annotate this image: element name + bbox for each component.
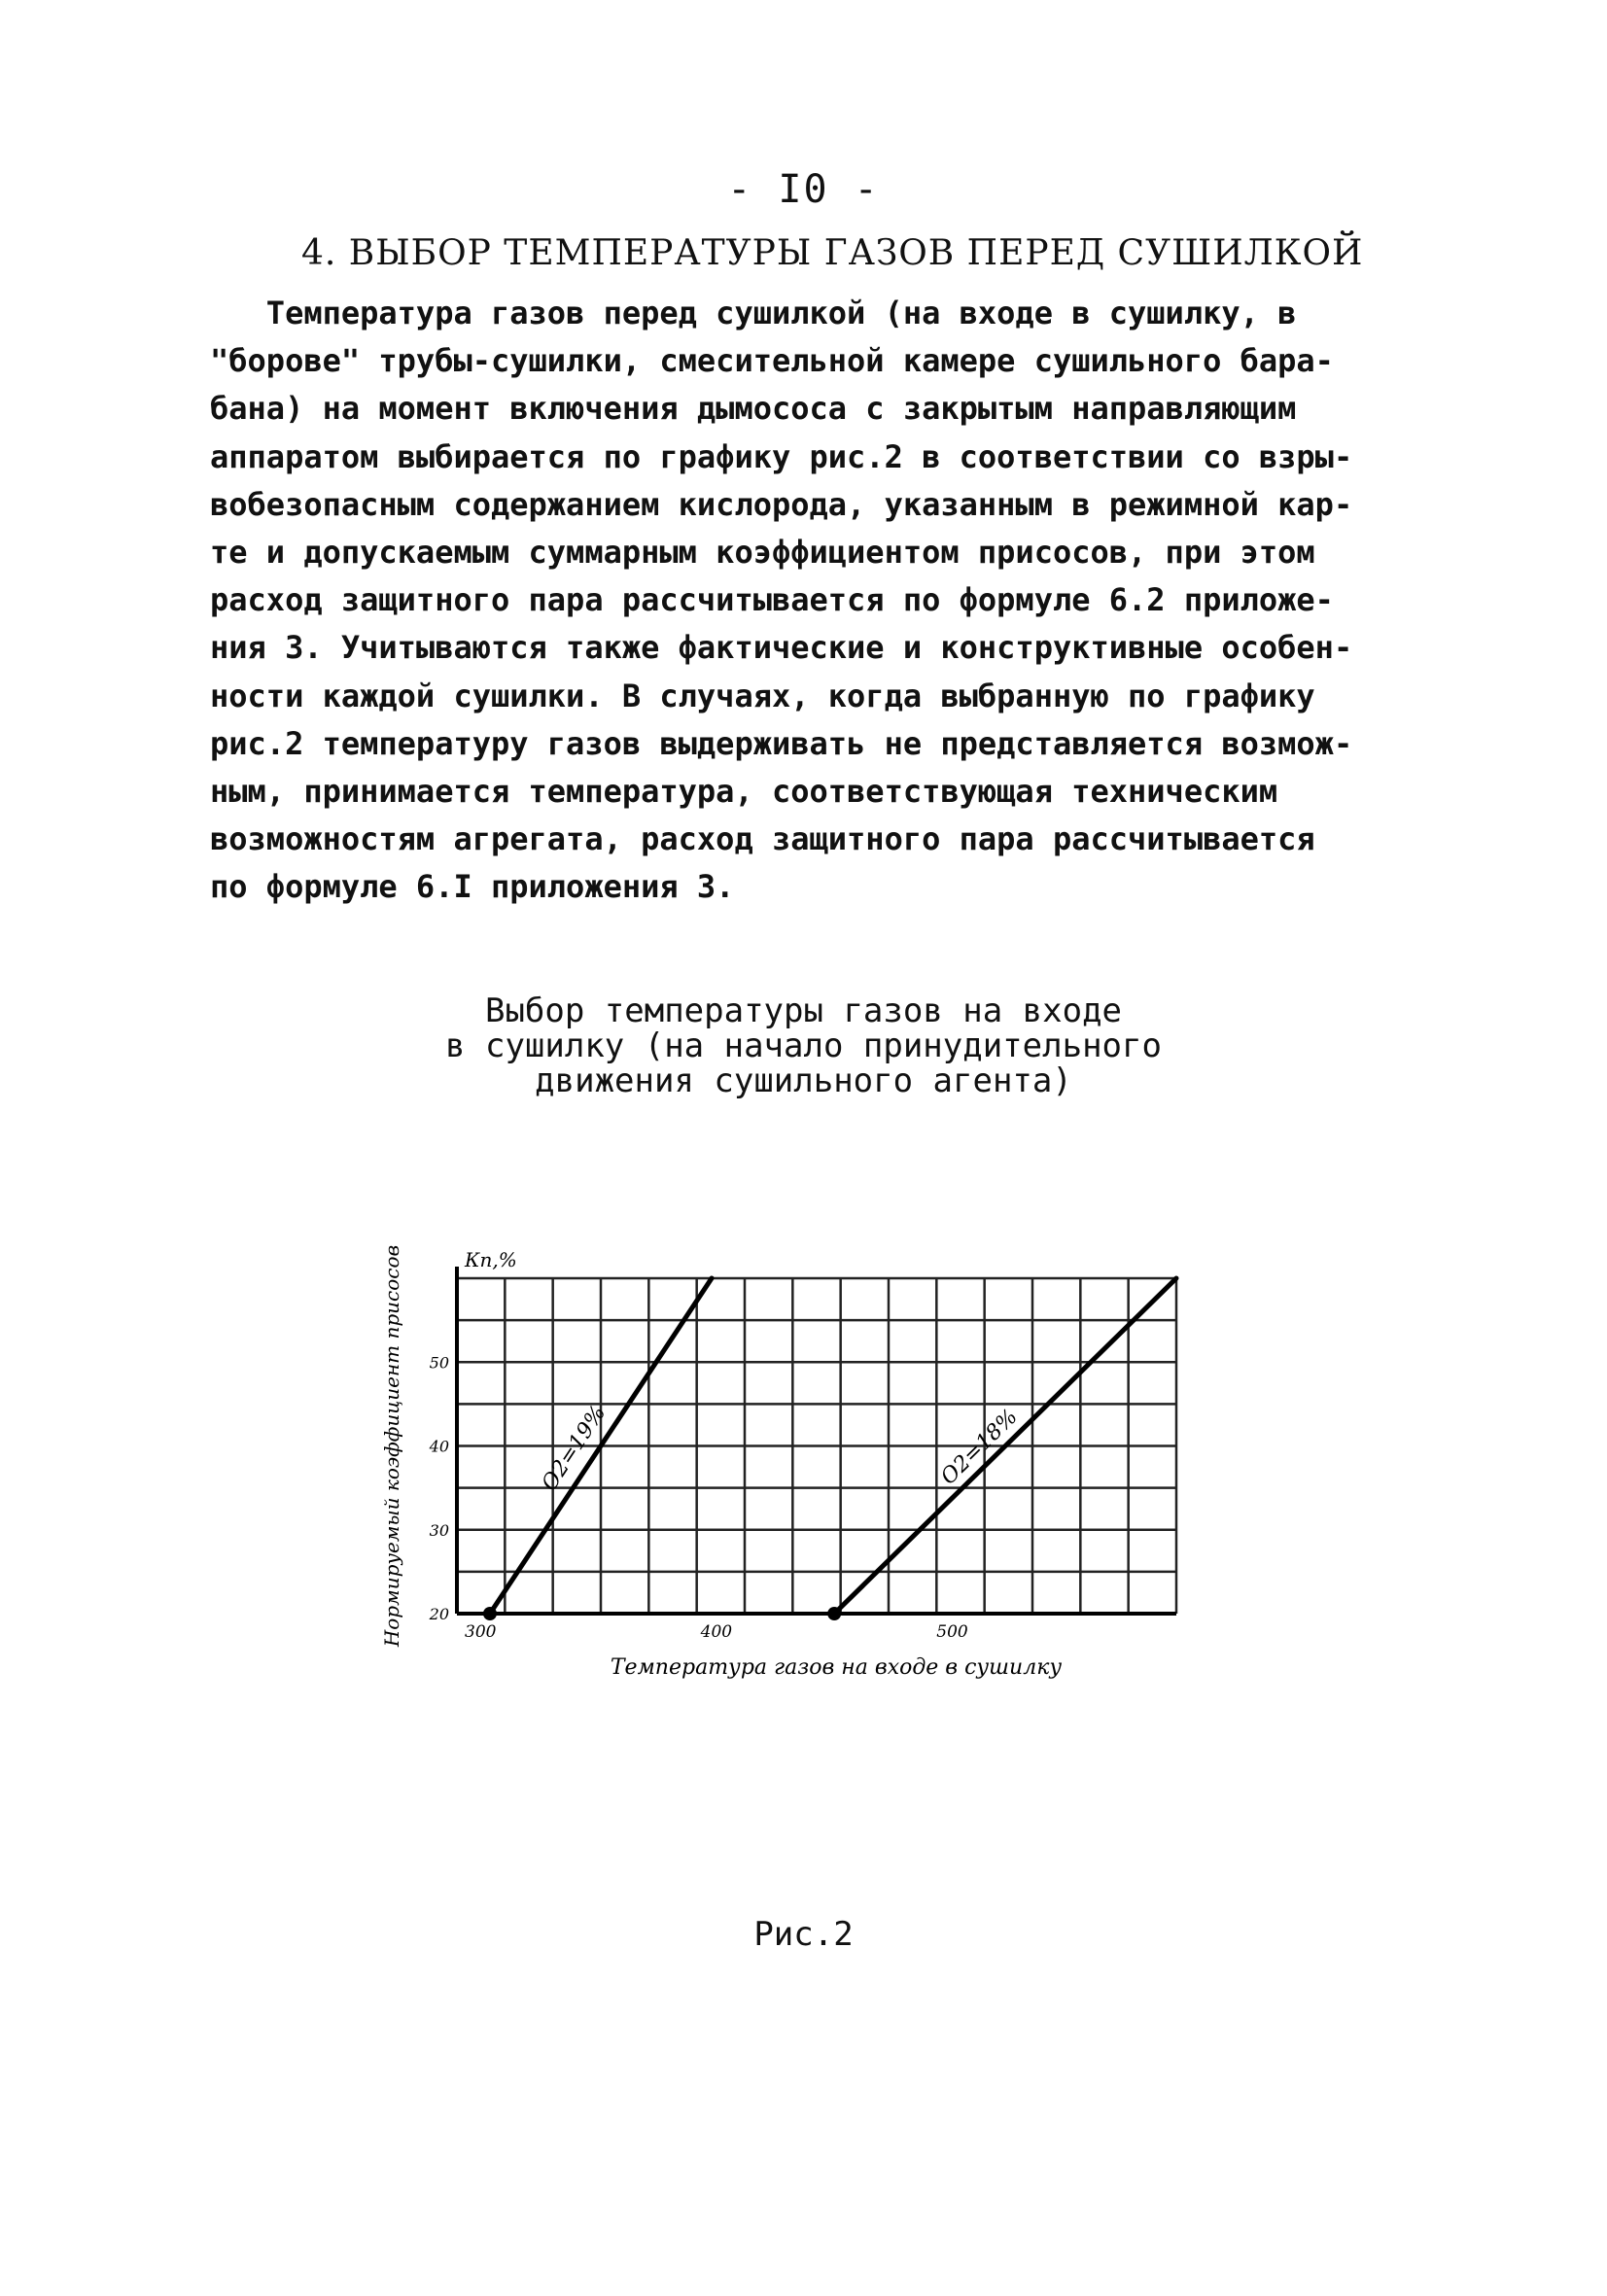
- paragraph-line: по формуле 6.I приложения 3.: [210, 868, 735, 906]
- chart-container: [360, 1244, 1196, 1701]
- x-tick-label: 500: [936, 1622, 968, 1642]
- paragraph-line: рис.2 температуру газов выдерживать не представляется возмож-: [210, 724, 1353, 762]
- x-tick-label: 400: [700, 1622, 733, 1642]
- paragraph-line: "борове" трубы-сушилки, смесительной камере сушильного бара-: [210, 342, 1334, 380]
- figure-caption-line: Выбор температуры газов на входе: [484, 991, 1123, 1030]
- y-tick-label: 30: [429, 1520, 449, 1540]
- x-axis-label: Температура газов на входе в сушилку: [610, 1655, 1063, 1680]
- y-tick-label: 50: [429, 1353, 449, 1373]
- paragraph-line: ности каждой сушилки. В случаях, когда выбранную по графику: [210, 677, 1315, 714]
- paragraph-line: те и допускаемым суммарным коэффициентом присосов, при этом: [210, 534, 1315, 572]
- figure-caption: [0, 993, 1607, 1098]
- page-number: - I0 -: [727, 167, 880, 212]
- paragraph-line: Температура газов перед сушилкой (на входе в сушилку, в: [210, 295, 1297, 331]
- body-paragraph: [210, 290, 1415, 912]
- series-label: O2=18%: [936, 1405, 1023, 1490]
- series-start-marker: [827, 1607, 841, 1620]
- paragraph-line: ным, принимается температура, соответствующая техническим: [210, 773, 1278, 811]
- figure-label: Рис.2: [753, 1915, 854, 1954]
- series-label: O2=19%: [537, 1401, 611, 1496]
- x-tick-label: 300: [465, 1622, 497, 1642]
- section-heading: 4. ВЫБОР ТЕМПЕРАТУРЫ ГАЗОВ ПЕРЕД СУШИЛКОЙ: [301, 233, 1364, 273]
- paragraph-line: расход защитного пара рассчитывается по формуле 6.2 приложе-: [210, 581, 1334, 619]
- series-start-marker: [483, 1607, 497, 1620]
- figure-caption-line: движения сушильного агента): [535, 1061, 1072, 1100]
- y-tick-label: 20: [429, 1605, 449, 1623]
- paragraph-line: ния 3. Учитываются также фактические и конструктивные особен-: [210, 629, 1353, 667]
- temperature-chart: [360, 1244, 1196, 1701]
- paragraph-line: вобезопасным содержанием кислорода, указанным в режимной кар-: [210, 485, 1353, 523]
- y-unit-label: Кп,%: [465, 1248, 517, 1271]
- paragraph-line: аппаратом выбирается по графику рис.2 в соответствии со взры-: [210, 437, 1353, 475]
- paragraph-line: возможностям агрегата, расход защитного пара рассчитывается: [210, 820, 1315, 858]
- figure-caption-line: в сушилку (на начало принудительного: [445, 1026, 1162, 1065]
- y-axis-label: Нормируемый коэффициент присосов: [380, 1244, 403, 1648]
- paragraph-line: бана) на момент включения дымососа с закрытым направляющим: [210, 390, 1297, 428]
- y-tick-label: 40: [429, 1437, 449, 1456]
